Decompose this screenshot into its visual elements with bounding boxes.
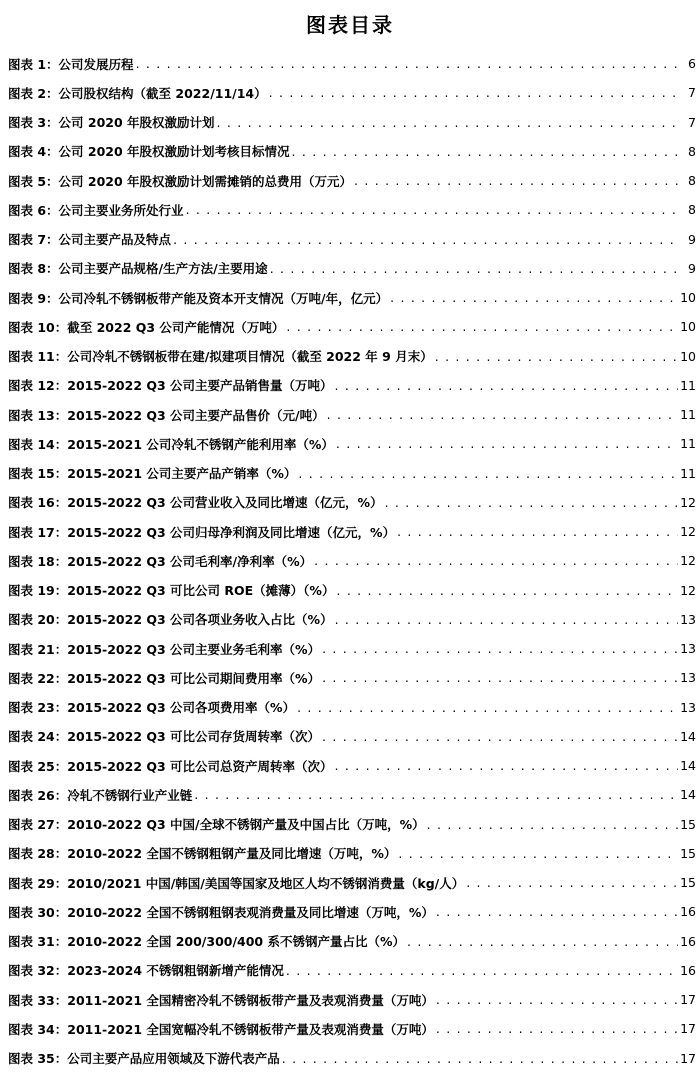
toc-entry-page: 17 [680, 992, 696, 1008]
dot-leader [327, 407, 678, 422]
dot-leader [335, 758, 679, 773]
toc-entry-page: 11 [680, 465, 696, 481]
toc-entry[interactable] [8, 429, 696, 458]
toc-entry-label: 图表 21：2015-2022 Q3 公司主要业务毛利率（%） [8, 641, 321, 657]
dot-leader [407, 934, 678, 949]
toc-entry-page: 10 [680, 319, 696, 335]
toc-entry[interactable] [8, 985, 696, 1014]
toc-entry-page: 6 [688, 56, 696, 72]
toc-entry-page: 9 [688, 260, 696, 276]
dot-leader [385, 495, 679, 510]
dot-leader [336, 436, 678, 451]
toc-entry-label: 图表 14：2015-2021 公司冷轧不锈钢产能利用率（%） [8, 436, 334, 452]
toc-entry-page: 12 [680, 494, 696, 510]
page-title: 图表目录 [306, 13, 394, 37]
toc-entry[interactable] [8, 546, 696, 575]
toc-entry-page: 14 [680, 758, 696, 774]
toc-entry[interactable] [8, 49, 696, 78]
dot-leader [136, 56, 680, 71]
toc-entry-page: 14 [680, 787, 696, 803]
toc-entry-page: 14 [680, 728, 696, 744]
toc-entry-label: 图表 35：公司主要产品应用领域及下游代表产品 [8, 1051, 280, 1067]
dot-leader [398, 846, 678, 861]
dot-leader [322, 641, 678, 656]
toc-entry-label: 图表 29：2010/2021 中国/韩国/美国等国家及地区人均不锈钢消费量（kg/人） [8, 875, 465, 891]
dot-leader [297, 700, 678, 715]
toc-entry-label: 图表 3：公司 2020 年股权激励计划 [8, 115, 215, 131]
toc-entry-label: 图表 33：2011-2021 全国精密冷轧不锈钢板带产量及表观消费量（万吨） [8, 992, 434, 1008]
toc-entry-label: 图表 18：2015-2022 Q3 公司毛利率/净利率（%） [8, 553, 313, 569]
toc-entry-label: 图表 15：2015-2021 公司主要产品产销率（%） [8, 466, 297, 482]
toc-entry-label: 图表 8：公司主要产品规格/生产方法/主要用途 [8, 261, 268, 277]
toc-entry-label: 图表 23：2015-2022 Q3 公司各项费用率（%） [8, 700, 296, 716]
dot-leader [390, 290, 678, 305]
toc-entry-label: 图表 25：2015-2022 Q3 可比公司总资产周转率（次） [8, 758, 333, 774]
toc-entry-page: 12 [680, 582, 696, 598]
toc-entry-page: 17 [680, 1050, 696, 1066]
toc-entry-page: 15 [680, 816, 696, 832]
toc-entry-page: 8 [688, 202, 696, 218]
dot-leader [217, 115, 680, 130]
toc-entry-label: 图表 11：公司冷轧不锈钢板带在建/拟建项目情况（截至 2022 年 9 月末） [8, 349, 433, 365]
toc-entry[interactable] [8, 195, 696, 224]
dot-leader [314, 553, 678, 568]
toc-entry[interactable] [8, 956, 696, 985]
toc-entry-label: 图表 16：2015-2022 Q3 公司营业收入及同比增速（亿元，%） [8, 495, 383, 511]
dot-leader [270, 261, 680, 276]
toc-entry-page: 13 [680, 611, 696, 627]
toc-entry-label: 图表 7：公司主要产品及特点 [8, 232, 172, 248]
toc-entry-label: 图表 10：截至 2022 Q3 公司产能情况（万吨） [8, 319, 285, 335]
toc-entry-page: 7 [688, 85, 696, 101]
toc-entry-label: 图表 17：2015-2022 Q3 公司归母净利润及同比增速（亿元，%） [8, 524, 396, 540]
toc-entry-page: 13 [680, 641, 696, 657]
toc-entry-page: 11 [680, 377, 696, 393]
toc-entry-page: 15 [680, 845, 696, 861]
toc-entry-label: 图表 1：公司发展历程 [8, 56, 134, 72]
toc-entry-label: 图表 31：2010-2022 全国 200/300/400 系不锈钢产量占比（%） [8, 934, 406, 950]
toc-entry-page: 11 [680, 407, 696, 423]
toc-entry[interactable] [8, 459, 696, 488]
toc-entry-label: 图表 30：2010-2022 全国不锈钢粗钢表观消费量及同比增速（万吨，%） [8, 904, 434, 920]
dot-leader [282, 1051, 678, 1066]
toc-entry[interactable] [8, 897, 696, 926]
dot-leader [322, 670, 678, 685]
toc-entry[interactable] [8, 1014, 696, 1043]
toc-entry-label: 图表 6：公司主要业务所处行业 [8, 202, 184, 218]
toc-entry-page: 16 [680, 962, 696, 978]
dot-leader [354, 173, 680, 188]
toc-entry[interactable] [8, 663, 696, 692]
toc-entry-page: 10 [680, 290, 696, 306]
toc-entry[interactable] [8, 780, 696, 809]
dot-leader [397, 524, 678, 539]
toc-entry[interactable] [8, 254, 696, 283]
toc-entry[interactable] [8, 605, 696, 634]
toc-entry[interactable] [8, 342, 696, 371]
dot-leader [335, 612, 679, 627]
toc-list [8, 49, 696, 1073]
toc-entry[interactable] [8, 78, 696, 107]
dot-leader [427, 817, 678, 832]
toc-entry-page: 16 [680, 933, 696, 949]
toc-entry-page: 15 [680, 875, 696, 891]
toc-entry[interactable] [8, 166, 696, 195]
toc-entry-label: 图表 24：2015-2022 Q3 可比公司存货周转率（次） [8, 729, 321, 745]
toc-entry-label: 图表 4：公司 2020 年股权激励计划考核目标情况 [8, 144, 290, 160]
toc-entry-page: 8 [688, 173, 696, 189]
dot-leader [298, 466, 678, 481]
dot-leader [435, 349, 678, 364]
dot-leader [466, 875, 678, 890]
toc-entry-page: 12 [680, 553, 696, 569]
toc-entry-label: 图表 34：2011-2021 全国宽幅冷轧不锈钢板带产量及表观消费量（万吨） [8, 1021, 434, 1037]
toc-entry-page: 11 [680, 436, 696, 452]
toc-entry[interactable] [8, 283, 696, 312]
toc-entry-page: 10 [680, 348, 696, 364]
dot-leader [173, 232, 680, 247]
toc-entry[interactable] [8, 839, 696, 868]
toc-entry[interactable] [8, 634, 696, 663]
toc-entry[interactable] [8, 517, 696, 546]
dot-leader [336, 583, 678, 598]
toc-entry-label: 图表 28：2010-2022 全国不锈钢粗钢产量及同比增速（万吨，%） [8, 846, 397, 862]
toc-entry[interactable] [8, 400, 696, 429]
toc-entry-label: 图表 20：2015-2022 Q3 公司各项业务收入占比（%） [8, 612, 333, 628]
dot-leader [269, 85, 680, 100]
toc-entry-label: 图表 26：冷轧不锈钢行业产业链 [8, 787, 193, 803]
toc-entry-page: 13 [680, 699, 696, 715]
toc-entry[interactable] [8, 137, 696, 166]
toc-entry-page: 16 [680, 904, 696, 920]
toc-entry[interactable] [8, 693, 696, 722]
toc-entry-page: 12 [680, 524, 696, 540]
toc-entry-label: 图表 19：2015-2022 Q3 可比公司 ROE（摊薄）（%） [8, 583, 335, 599]
dot-leader [194, 787, 678, 802]
toc-entry[interactable] [8, 312, 696, 341]
toc-entry-label: 图表 32：2023-2024 不锈钢粗钢新增产能情况 [8, 963, 284, 979]
toc-entry-label: 图表 22：2015-2022 Q3 可比公司期间费用率（%） [8, 670, 321, 686]
dot-leader [292, 144, 680, 159]
toc-entry[interactable] [8, 751, 696, 780]
dot-leader [186, 202, 680, 217]
toc-entry-label: 图表 13：2015-2022 Q3 公司主要产品售价（元/吨） [8, 407, 325, 423]
toc-entry-label: 图表 9：公司冷轧不锈钢板带产能及资本开支情况（万吨/年，亿元） [8, 290, 389, 306]
toc-entry[interactable] [8, 722, 696, 751]
toc-entry[interactable] [8, 225, 696, 254]
toc-entry[interactable] [8, 108, 696, 137]
dot-leader [436, 1021, 678, 1036]
dot-leader [436, 904, 678, 919]
toc-entry-page: 7 [688, 114, 696, 130]
dot-leader [335, 378, 679, 393]
toc-entry-label: 图表 12：2015-2022 Q3 公司主要产品销售量（万吨） [8, 378, 333, 394]
toc-entry[interactable] [8, 488, 696, 517]
dot-leader [286, 319, 678, 334]
toc-entry-label: 图表 27：2010-2022 Q3 中国/全球不锈钢产量及中国占比（万吨，%） [8, 817, 425, 833]
toc-entry-page: 13 [680, 670, 696, 686]
toc-entry[interactable] [8, 371, 696, 400]
toc-entry-page: 9 [688, 231, 696, 247]
toc-entry[interactable] [8, 810, 696, 839]
dot-leader [322, 729, 678, 744]
dot-leader [286, 963, 678, 978]
dot-leader [436, 992, 678, 1007]
toc-entry[interactable] [8, 927, 696, 956]
toc-entry-label: 图表 5：公司 2020 年股权激励计划需摊销的总费用（万元） [8, 173, 353, 189]
toc-entry[interactable] [8, 1044, 696, 1073]
toc-entry[interactable] [8, 868, 696, 897]
toc-entry-label: 图表 2：公司股权结构（截至 2022/11/14） [8, 85, 267, 101]
toc-entry-page: 17 [680, 1021, 696, 1037]
toc-entry-page: 8 [688, 143, 696, 159]
toc-entry[interactable] [8, 576, 696, 605]
